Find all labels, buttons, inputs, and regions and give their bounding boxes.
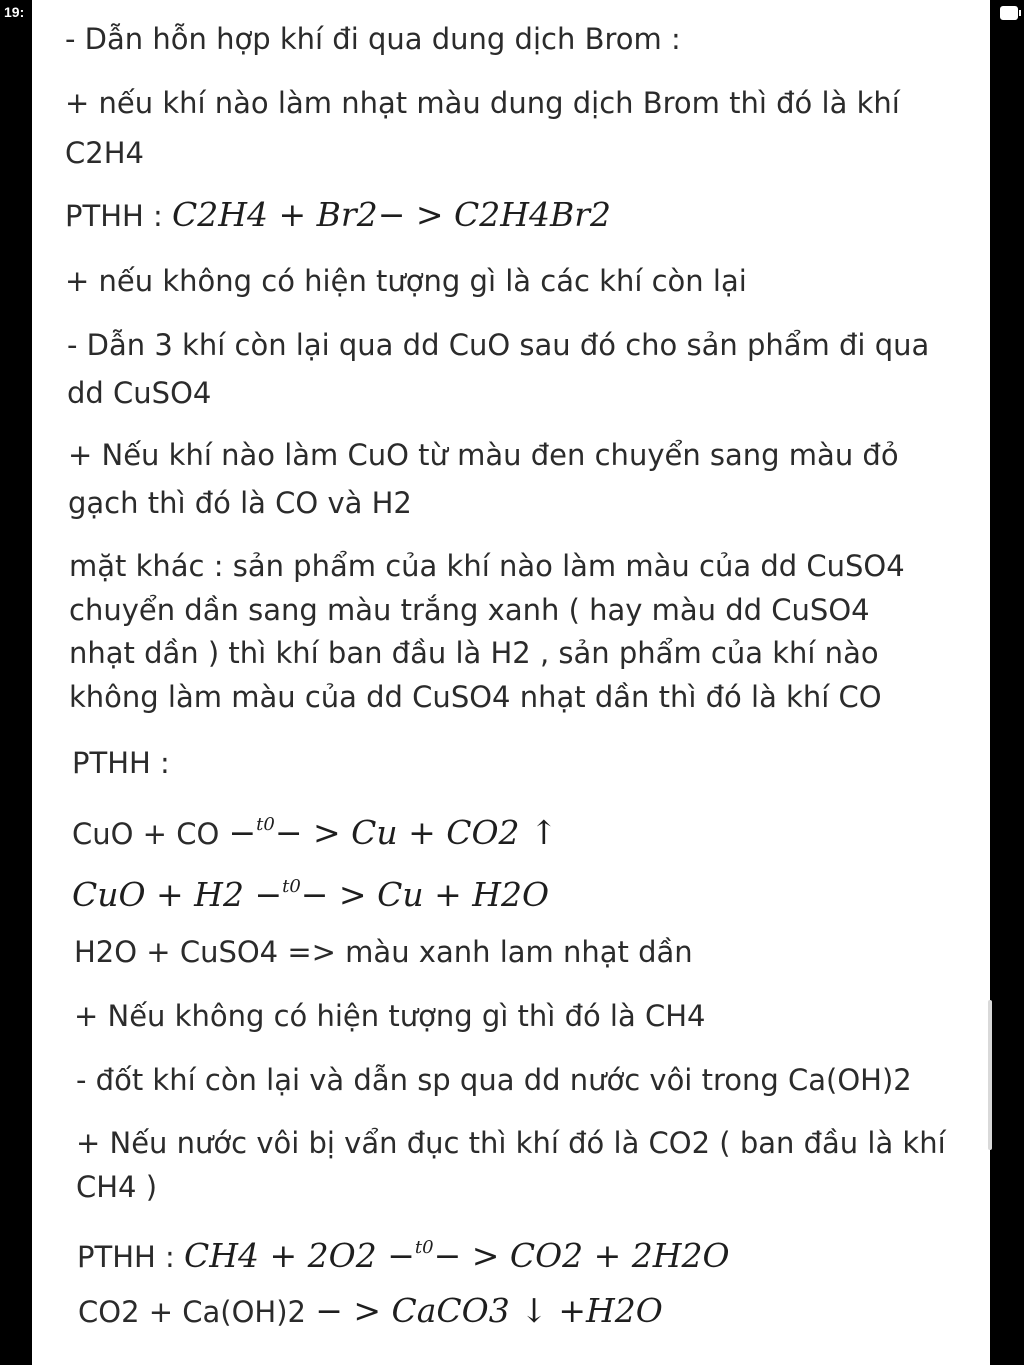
text-line: C2H4	[65, 136, 144, 170]
text-line: nhạt dần ) thì khí ban đầu là H2 , sản phẩm của khí nào	[69, 636, 879, 670]
text-line: + Nếu không có hiện tượng gì thì đó là CH4	[74, 999, 706, 1033]
equation-arrow-start: −	[228, 813, 257, 852]
text-line: mặt khác : sản phẩm của khí nào làm màu của dd CuSO4	[69, 549, 905, 583]
document-page[interactable]	[32, 0, 990, 1365]
scrollbar[interactable]	[988, 1000, 992, 1150]
text-line: - Dẫn hỗn hợp khí đi qua dung dịch Brom :	[65, 22, 681, 56]
equation-reactants: CuO + CO	[72, 817, 229, 851]
text-line: chuyển dần sang màu trắng xanh ( hay màu dd CuSO4	[69, 593, 870, 627]
text-line: - Dẫn 3 khí còn lại qua dd CuO sau đó cho sản phẩm đi qua	[67, 328, 930, 362]
text-line: gạch thì đó là CO và H2	[68, 486, 412, 520]
battery-icon	[1000, 6, 1018, 20]
equation-products: − > Cu + H2O	[300, 875, 550, 914]
equation-reactants: CO2 + Ca(OH)2	[78, 1295, 316, 1329]
equation-products: − > CaCO3 ↓ +H2O	[315, 1291, 663, 1330]
equation: C2H4 + Br2− > C2H4Br2	[172, 195, 612, 234]
equation-line	[65, 192, 611, 239]
pthh-label: PTHH :	[77, 1240, 185, 1274]
condition-label: t0	[256, 814, 275, 835]
text-line: CH4 )	[76, 1170, 158, 1204]
pthh-label: PTHH :	[65, 199, 173, 233]
status-time: 19:	[4, 4, 25, 20]
equation-line	[72, 802, 558, 857]
condition-label: t0	[414, 1237, 434, 1258]
text-line: H2O + CuSO4 => màu xanh lam nhạt dần	[74, 935, 693, 969]
equation-line	[78, 1288, 663, 1335]
text-line: không làm màu của dd CuSO4 nhạt dần thì đó là khí CO	[69, 680, 882, 714]
equation-line	[72, 864, 549, 919]
text-line: + Nếu nước vôi bị vẩn đục thì khí đó là CO2 ( ban đầu là khí	[76, 1126, 946, 1160]
text-line: + Nếu khí nào làm CuO từ màu đen chuyển sang màu đỏ	[68, 438, 899, 472]
equation-products: − > Cu + CO2 ↑	[274, 813, 558, 852]
text-line: - đốt khí còn lại và dẫn sp qua dd nước vôi trong Ca(OH)2	[76, 1063, 912, 1097]
condition-label: t0	[282, 876, 301, 897]
equation-products: − > CO2 + 2H2O	[433, 1236, 730, 1275]
text-line: dd CuSO4	[67, 376, 212, 410]
text-line: + nếu không có hiện tượng gì là các khí còn lại	[65, 264, 747, 298]
text-line: PTHH :	[72, 746, 170, 780]
equation-reactants: CuO + H2 −	[72, 875, 283, 914]
text-line: + nếu khí nào làm nhạt màu dung dịch Brom thì đó là khí	[65, 86, 900, 120]
equation-line	[77, 1225, 730, 1280]
equation-reactants: CH4 + 2O2 −	[184, 1236, 415, 1275]
